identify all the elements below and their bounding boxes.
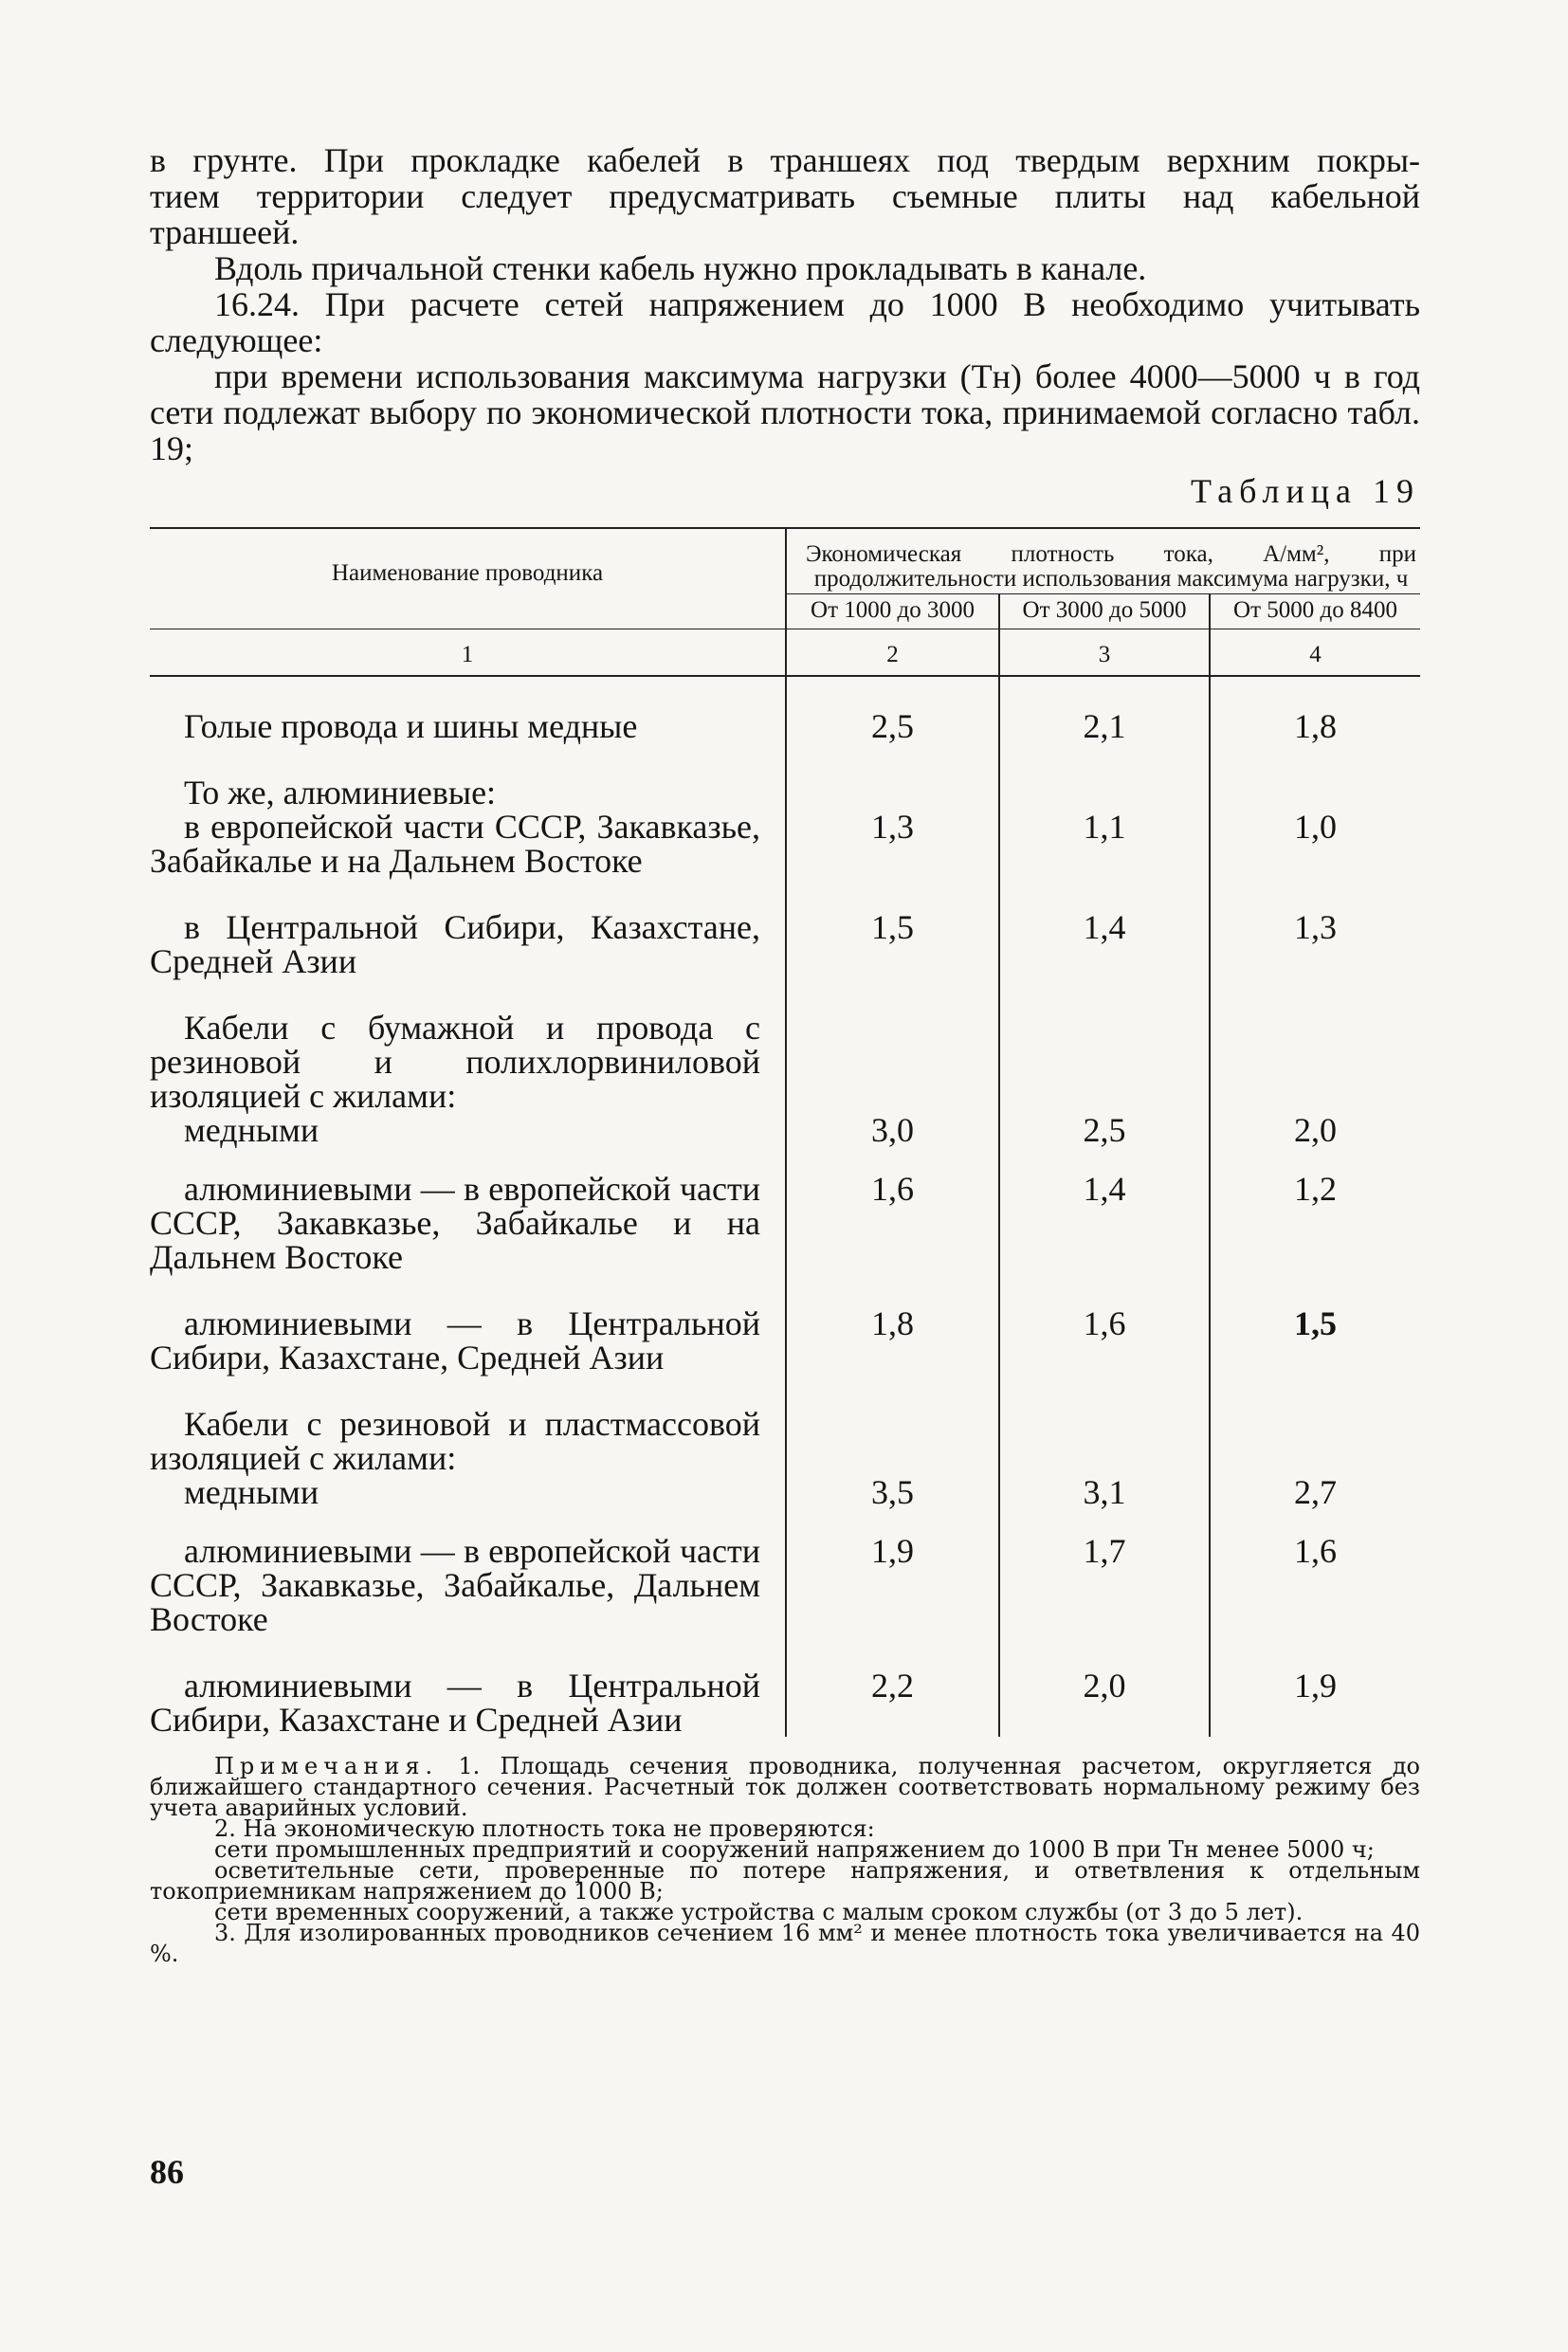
table-row <box>150 878 1420 978</box>
column-number-1: 1 <box>150 629 786 677</box>
intro-line-2: тием территории следует предусматривать съемные плиты над кабельной <box>150 177 1420 215</box>
table-row <box>150 743 1420 810</box>
table-notes <box>150 1753 1420 1967</box>
row-name: Голые провода и шины медные <box>184 707 638 745</box>
note-2a: сети промышленных предприятий и сооружений напряжением до 1000 В при Tн менее 5000 ч; <box>214 1836 1375 1863</box>
page-content <box>150 141 1420 1967</box>
table-19 <box>150 527 1420 1737</box>
row-name: Кабели с резиновой и пластмассовой изоляцией с жилами: <box>150 1405 760 1477</box>
row-value: 1,6 <box>1210 1509 1420 1636</box>
row-value: 2,5 <box>786 676 999 743</box>
table-row <box>150 1113 1420 1147</box>
note-3: 3. Для изолированных проводников сечением 16 мм² и менее плотность тока увеличивается на 40 %. <box>150 1920 1420 1967</box>
intro-line-3: траншеей. <box>150 213 300 251</box>
row-value: 3,1 <box>999 1475 1210 1509</box>
table-row <box>150 1147 1420 1274</box>
page-number: 86 <box>150 2153 184 2191</box>
row-value: 1,4 <box>999 1147 1210 1274</box>
row-value: 2,1 <box>999 676 1210 743</box>
table-row <box>150 1475 1420 1509</box>
row-value <box>786 978 999 1113</box>
row-value: 1,8 <box>786 1274 999 1375</box>
row-name: То же, алюминиевые: <box>184 774 497 811</box>
row-name: медными <box>184 1111 319 1149</box>
row-value <box>786 1375 999 1475</box>
row-value: 1,6 <box>786 1147 999 1274</box>
row-name: в европейской части СССР, Закавказье, Забайкалье и на Дальнем Востоке <box>150 808 760 880</box>
column-number-3: 3 <box>999 629 1210 677</box>
row-value <box>1210 743 1420 810</box>
note-2: 2. На экономическую плотность тока не проверяются: <box>214 1815 875 1842</box>
row-name: алюминиевыми — в Центральной Сибири, Казахстане, Средней Азии <box>150 1304 760 1377</box>
row-value: 1,5 <box>786 878 999 978</box>
table-row <box>150 810 1420 878</box>
paragraph-quay-wall: Вдоль причальной стенки кабель нужно прокладывать в канале. <box>214 249 1147 287</box>
row-value: 1,3 <box>1210 878 1420 978</box>
table-row <box>150 1509 1420 1636</box>
row-value: 2,0 <box>1210 1113 1420 1147</box>
row-value: 2,5 <box>999 1113 1210 1147</box>
row-value: 2,0 <box>999 1636 1210 1737</box>
header-3000-5000: От 3000 до 5000 <box>999 594 1210 629</box>
table-row <box>150 1636 1420 1737</box>
row-value: 3,0 <box>786 1113 999 1147</box>
table-row <box>150 1274 1420 1375</box>
paragraph-load-time: при времени использования максимума нагрузки (Tн) более 4000—5000 ч в год сети подлежат выбору по экономической плотности тока, принимаемой согласно табл. 19; <box>150 357 1420 467</box>
header-5000-8400: От 5000 до 8400 <box>1210 594 1420 629</box>
note-2b: осветительные сети, проверенные по потере напряжения, и ответвления к отдельным токоприемникам напряжением до 1000 В; <box>150 1857 1420 1905</box>
column-number-2: 2 <box>786 629 999 677</box>
row-value: 1,5 <box>1210 1274 1420 1375</box>
row-value: 1,8 <box>1210 676 1420 743</box>
row-value: 1,9 <box>1210 1636 1420 1737</box>
row-name: алюминиевыми — в европейской части СССР, Закавказье, Забайкалье и на Дальнем Востоке <box>150 1170 760 1276</box>
paragraph-16-24: 16.24. При расчете сетей напряжением до 1000 В необходимо учитывать следующее: <box>150 285 1420 359</box>
row-value: 1,6 <box>999 1274 1210 1375</box>
row-value: 1,9 <box>786 1509 999 1636</box>
row-value: 1,2 <box>1210 1147 1420 1274</box>
table-row <box>150 1375 1420 1475</box>
row-value: 1,3 <box>786 810 999 878</box>
row-name: алюминиевыми — в европейской части СССР, Закавказье, Забайкалье, Дальнем Востоке <box>150 1532 760 1638</box>
row-value <box>1210 978 1420 1113</box>
column-number-4: 4 <box>1210 629 1420 677</box>
header-1000-3000: От 1000 до 3000 <box>786 594 999 629</box>
row-value <box>1210 1375 1420 1475</box>
row-name: алюминиевыми — в Центральной Сибири, Казахстане и Средней Азии <box>150 1667 760 1739</box>
row-value: 1,7 <box>999 1509 1210 1636</box>
row-value <box>999 978 1210 1113</box>
row-value <box>999 743 1210 810</box>
row-value: 3,5 <box>786 1475 999 1509</box>
table-row <box>150 978 1420 1113</box>
row-name: в Центральной Сибири, Казахстане, Средней Азии <box>150 908 760 980</box>
header-current-density: Экономическая плотность тока, А/мм², при продолжительности использования максимума нагрузки, ч <box>786 528 1420 594</box>
row-value <box>999 1375 1210 1475</box>
note-2c: сети временных сооружений, а также устройства с малым сроком службы (от 3 до 5 лет). <box>214 1899 1304 1925</box>
row-value <box>786 743 999 810</box>
row-value: 1,0 <box>1210 810 1420 878</box>
table-row <box>150 676 1420 743</box>
row-name: медными <box>184 1473 319 1511</box>
row-value: 1,4 <box>999 878 1210 978</box>
row-value: 1,1 <box>999 810 1210 878</box>
row-value: 2,2 <box>786 1636 999 1737</box>
intro-line-1: в грунте. При прокладке кабелей в траншеях под твердым верхним покры- <box>150 141 1420 179</box>
header-conductor-name: Наименование проводника <box>150 528 786 629</box>
note-1 <box>150 1753 1420 1821</box>
notes-title: Примечания. <box>214 1753 439 1779</box>
row-value: 2,7 <box>1210 1475 1420 1509</box>
row-name: Кабели с бумажной и провода с резиновой и полихлорвиниловой изоляцией с жилами: <box>150 1009 760 1115</box>
note-1-text: 1. Площадь сечения проводника, полученная расчетом, округляется до ближайшего стандартного сечения. Расчетный ток должен соответствовать нормальному режиму без учета аварийных условий. <box>150 1753 1420 1821</box>
table-label: Таблица 19 <box>1191 472 1420 510</box>
